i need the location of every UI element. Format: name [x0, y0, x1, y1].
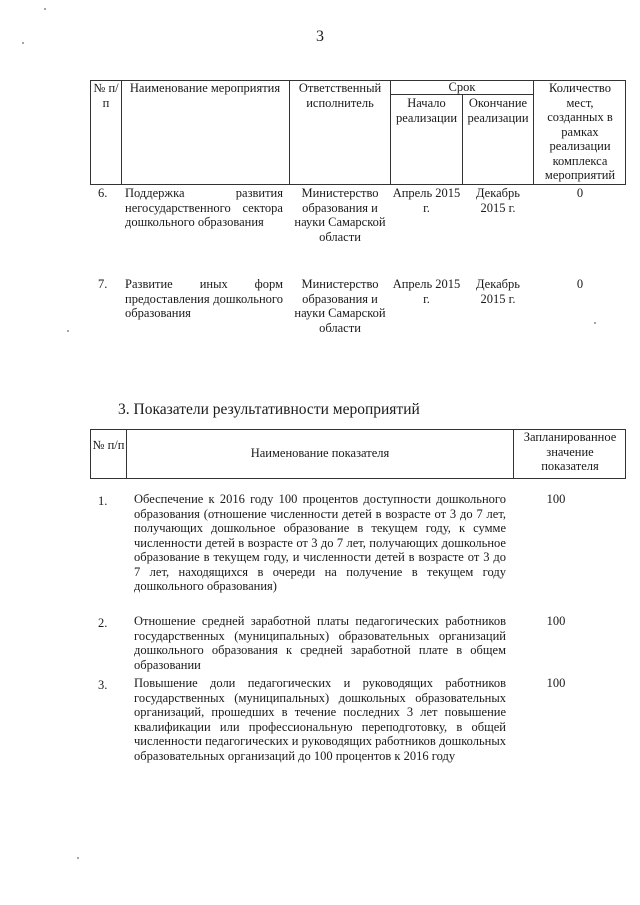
row-value: 100: [546, 492, 566, 506]
scan-speck: [44, 8, 46, 10]
table1-header-bottom-border: [90, 184, 626, 185]
row-end: Декабрь 2015 г.: [476, 186, 520, 215]
header-start: Начало реализации: [395, 96, 458, 125]
header-event-name: Наименование мероприятия: [129, 81, 281, 95]
header-indicator-name: Наименование показателя: [250, 446, 390, 460]
row-indicator-name: Обеспечение к 2016 году 100 процентов доступности дошкольного образования (отношение численности детей в возрасте от 3 до 7 лет, получающих дошкольное образование в текущем году, к сумме численности детей в возрасте от 3 до 7 лет, получающих дошкольное образование в текущем году, и численности детей в возрасте от 3 до 7 лет, находящихся в очереди на получение в текущем году дошкольного образования): [134, 492, 506, 593]
scan-speck: [22, 42, 24, 44]
row-num: 1.: [98, 494, 108, 508]
grid-line: [126, 429, 127, 478]
scan-speck: [594, 322, 596, 324]
grid-line: [533, 80, 534, 184]
header-end: Окончание реализации: [467, 96, 529, 125]
row-num: 2.: [98, 616, 108, 630]
header-places: Количество мест, созданных в рамках реализации комплекса мероприятий: [544, 81, 616, 182]
row-indicator-name: Повышение доли педагогических и руководящих работников государственных (муниципальных) дошкольных образовательных организаций, прошедших в течение последних 3 лет повышение квалификации или профессиональную переподготовку, в общей численности педагогических и руководящих работников дошкольных образовательных организаций до 100 процентов к 2016 году: [134, 676, 506, 763]
row-indicator-name: Отношение средней заработной платы педагогических работников государственных (муниципальных) образовательных организаций дошкольного образования к средней заработной плате в общем образовании: [134, 614, 506, 672]
scan-speck: [67, 330, 69, 332]
grid-line: [625, 429, 626, 478]
row-num: 3.: [98, 678, 108, 692]
header-planned-value: Запланированное значение показателя: [523, 430, 617, 473]
row-value: 100: [546, 614, 566, 628]
row-event-name: Поддержка развития негосударственного сектора дошкольного образования: [125, 186, 283, 229]
grid-line: [625, 80, 626, 184]
grid-line: [121, 80, 122, 184]
row-end: Декабрь 2015 г.: [476, 277, 520, 306]
page-number: 3: [316, 28, 324, 45]
row-event-name: Развитие иных форм предоставления дошкольного образования: [125, 277, 283, 320]
header-num: № п/п: [93, 81, 119, 110]
header-num: № п/п: [92, 438, 125, 452]
row-num: 6.: [98, 186, 108, 200]
row-executor: Министерство образования и науки Самарской области: [294, 277, 386, 335]
row-value: 100: [546, 676, 566, 690]
row-executor: Министерство образования и науки Самарской области: [294, 186, 386, 244]
table2-header-bottom-border: [90, 478, 626, 479]
row-places: 0: [576, 186, 584, 200]
scan-speck: [77, 857, 79, 859]
row-start: Апрель 2015 г.: [392, 186, 461, 215]
grid-line: [90, 429, 91, 478]
row-start: Апрель 2015 г.: [392, 277, 461, 306]
header-executor: Ответственный исполнитель: [298, 81, 382, 110]
grid-line: [390, 80, 391, 184]
header-term: Срок: [448, 80, 476, 94]
section-title: 3. Показатели результативности мероприятий: [118, 401, 420, 418]
grid-line: [90, 80, 91, 184]
row-num: 7.: [98, 277, 108, 291]
grid-line: [513, 429, 514, 478]
grid-line: [462, 94, 463, 184]
row-places: 0: [576, 277, 584, 291]
grid-line: [289, 80, 290, 184]
